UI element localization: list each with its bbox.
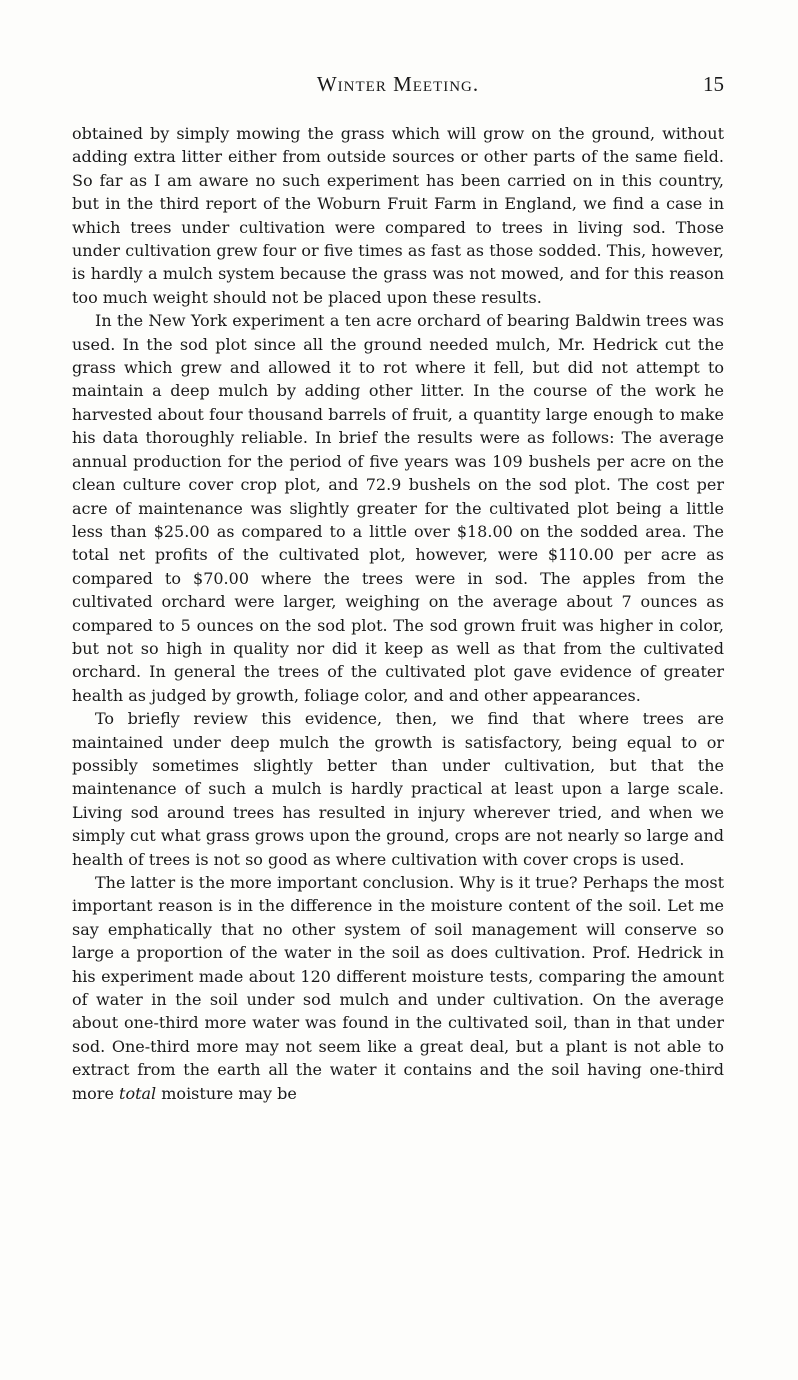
- paragraph: [72, 871, 724, 1105]
- running-head: [72, 72, 724, 102]
- paragraph: In the New York experiment a ten acre orchard of bearing Baldwin trees was used. In the sod plot since all the ground needed mulch, Mr. Hedrick cut the grass which grew and allowed it to rot where it fell, but did not attempt to maintain a deep mulch by adding other litter. In the course of the work he harvested about four thousand barrels of fruit, a quantity large enough to make his data thoroughly reliable. In brief the results were as follows: The average annual production for the period of five years was 109 bushels per acre on the clean culture cover crop plot, and 72.9 bushels on the sod plot. The cost per acre of maintenance was slightly greater for the cultivated plot being a little less than $25.00 as compared to a little over $18.00 on the sodded area. The total net profits of the cultivated plot, however, were $110.00 per acre as compared to $70.00 where the trees were in sod. The apples from the cultivated orchard were larger, weighing on the average about 7 ounces as compared to 5 ounces on the sod plot. The sod grown fruit was higher in color, but not so high in quality nor did it keep as well as that from the cultivated orchard. In general the trees of the cultivated plot gave evidence of greater health as judged by growth, foliage color, and and other appearances.: [72, 311, 724, 705]
- paragraph: To briefly review this evidence, then, we find that where trees are maintained under deep mulch the growth is satisfactory, being equal to or possibly sometimes slightly better than under cultivation, but that the maintenance of such a mulch is hardly practical at least upon a large scale. Living sod around trees has resulted in injury wherever tried, and when we simply cut what grass grows upon the ground, crops are not nearly so large and health of trees is not so good as where cultivation with cover crops is used.: [72, 709, 724, 869]
- running-title: Winter Meeting.: [316, 72, 480, 96]
- body-text: [72, 122, 724, 1105]
- paragraph: obtained by simply mowing the grass which will grow on the ground, without adding extra litter either from outside sources or other parts of the same field. So far as I am aware no such experiment has been carried on in this country, but in the third report of the Woburn Fruit Farm in England, we find a case in which trees under cultivation were compared to trees in living sod. Those under cultivation grew four or five times as fast as those sodded. This, however, is hardly a mulch system because the grass was not mowed, and for this reason too much weight should not be placed upon these results.: [72, 124, 724, 307]
- page-number: 15: [703, 72, 724, 96]
- document-page: [72, 72, 724, 1105]
- italic-emphasis: total: [119, 1083, 157, 1103]
- paragraph-text: The latter is the more important conclusion. Why is it true? Perhaps the most important reason is in the difference in the moisture content of the soil. Let me say emphatically that no other system of soil management will conserve so large a proportion of the water in the soil as does cultivation. Prof. Hedrick in his experiment made about 120 different moisture tests, comparing the amount of water in the soil under sod mulch and under cultivation. On the average about one-third more water was found in the cultivated soil, than in that under sod. One-third more may not seem like a great deal, but a plant is not able to extract from the earth all the water it contains and the soil having one-third more: [72, 873, 724, 1103]
- paragraph-text: moisture may be: [156, 1083, 297, 1103]
